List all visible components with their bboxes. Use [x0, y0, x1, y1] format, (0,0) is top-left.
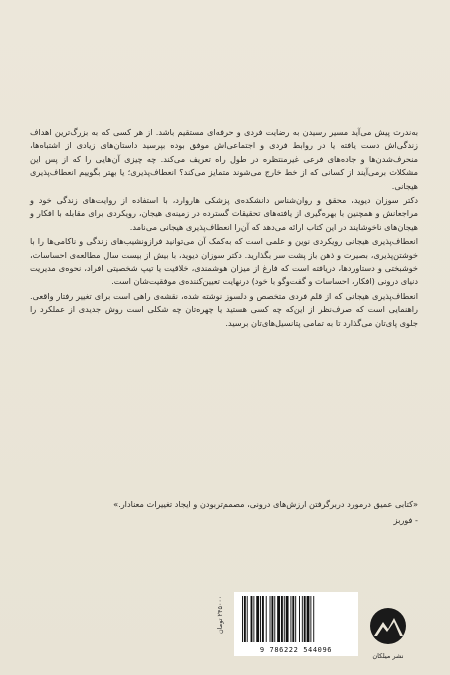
publisher-name: نشر میلکان [372, 652, 404, 660]
paragraph-2: دکتر سوزان دیوید، محقق و روان‌شناس دانشکده‌ی پزشکی هاروارد، با استفاده از روایت‌های زندگی خود و مراجعانش و همچنین با بهره‌گیری از یافته‌های تحقیقات گسترده در زمینه‌ی هیجان، رویکردی برای مقابله با افکار و هیجان‌های ناخوشایند در این کتاب ارائه می‌دهد که آن‌را انعطاف‌پذیری هیجانی می‌نامد. [30, 195, 418, 232]
barcode-bars [240, 596, 352, 642]
quote-text: «کتابی عمیق درمورد دربرگرفتن ارزش‌های درونی، مصمم‌تربودن و ایجاد تغییرات معنادار.» [113, 499, 418, 509]
isbn-barcode [234, 592, 358, 656]
paragraph-4: انعطاف‌پذیری هیجانی که از قلم فردی متخصص و دلسوز نوشته شده، نقشه‌ی راهی است برای تغییر رفتار واقعی. راهنمایی است که صرف‌نظر از این‌که چه کسی هستید یا چهره‌تان چه شکلی است روش جدیدی از عملکرد را جلوی پای‌تان می‌گذارد تا به تمامی پتانسیل‌های‌تان برسید. [30, 290, 418, 328]
price-label: ۲۴۵۰۰۰ تومان [216, 596, 224, 635]
barcode-digits: 9 786222 544096 [259, 646, 333, 654]
quote-author: - فوربز [393, 515, 418, 526]
paragraph-1: به‌ندرت پیش می‌آید مسیر رسیدن به رضایت فردی و حرفه‌ای مستقیم باشد. از هر کسی که به بزرگ‌ترین اهداف زندگی‌اش دست یافته یا در روابط فردی و اجتماعی‌اش موفق بوده بپرسید داستان‌های زیادی از اشتباه‌ها، منحرف‌شدن‌ها و جاده‌های فرعی غیرمنتظره در طول راه تعریف می‌کند. چه چیزی آن‌هایی را که از پس این مشکلات برمی‌آیند از کسانی که از خط خارج می‌شوند متمایز می‌کند؟ انعطاف‌پذیری؛ یا بهتر بگوییم انعطاف‌پذیری هیجانی. [30, 127, 418, 191]
review-quote [30, 498, 418, 528]
description-text [30, 126, 418, 331]
paragraph-3: انعطاف‌پذیری هیجانی رویکردی نوین و علمی است که به‌کمک آن می‌توانید فرازونشیب‌های زندگی و ناکامی‌ها را با خوشتن‌پذیری، بصیرت و ذهن باز پشت سر بگذارید. دکتر سوزان دیوید، با بیش از بیست سال مطالعه‌ی احساسات، خوشبختی و دستاوردها، دریافته است که فارغ از میزان هوشمندی، خلاقیت یا تیپ شخصیتی افراد، نحوه‌ی مدیریت دنیای درونی (افکار، احساسات و گفت‌وگو با خود) درنهایت تعیین‌کننده‌ی موفقیت‌شان است. [30, 236, 418, 287]
publisher-logo-icon [368, 606, 408, 656]
